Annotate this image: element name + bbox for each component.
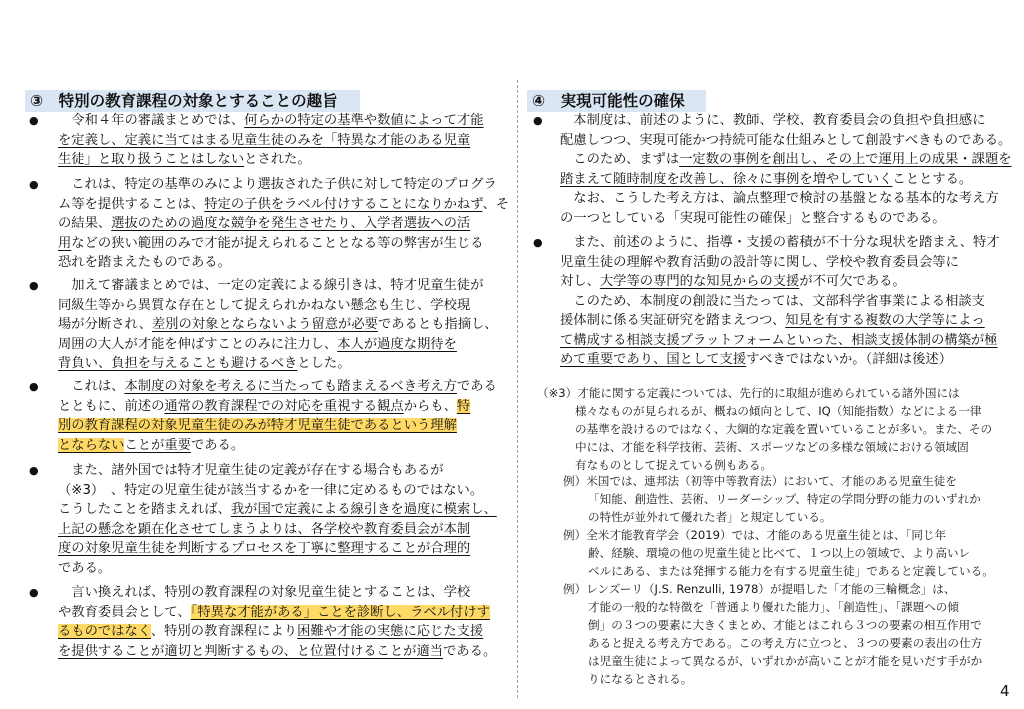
text-segment: の結果、 xyxy=(58,216,112,231)
text-line xyxy=(563,634,982,652)
section-heading-feasibility: ④ 実現可能性の確保 xyxy=(527,90,706,112)
text-segment: これは、 xyxy=(58,379,125,394)
text-segment: また、前述のように、指導・支援の蓄積が不十分な現状を踏まえ、特才 xyxy=(560,235,1000,250)
text-segment: 場が分断され、 xyxy=(58,317,152,332)
text-line xyxy=(58,622,496,642)
text-line xyxy=(58,214,509,234)
text-segment: 恐れを踏まえたものである。 xyxy=(58,255,231,270)
underlined-text: 生徒」と取り扱うことはしない xyxy=(58,152,245,167)
highlighted-text: 別の教育課程の対象児童生徒のみが特才児童生徒であるという理解 xyxy=(58,418,457,433)
text-segment: 倒」の３つの要素に大きくまとめ、才能とはこれら３つの要素の相互作用で xyxy=(588,618,982,632)
text-segment: 、特別の教育課程により xyxy=(150,624,298,639)
bullet-marker: ● xyxy=(29,380,39,393)
underlined-text: 踏まえて随時制度を改善し、徐々に事例を増やしていく xyxy=(560,171,893,187)
text-line xyxy=(537,420,992,438)
underlined-text: 一定数の事例を創出し、その上で運用上の成果・課題を xyxy=(679,152,1012,167)
highlighted-text: 「特異な才能がある」ことを診断し、ラベル付けす xyxy=(190,604,490,620)
text-segment: 例）全米才能教育学会（2019）では、才能のある児童生徒とは、「同じ年 xyxy=(563,528,947,542)
text-segment: ム等を提供することは、 xyxy=(58,196,205,212)
text-line xyxy=(563,670,982,688)
text-line xyxy=(58,234,509,254)
text-line xyxy=(58,436,497,456)
text-line xyxy=(58,481,497,501)
text-segment: の一つとしている「実現可能性の確保」と整合するものである。 xyxy=(560,210,946,226)
underlined-text: を定義し、定義に当てはまる児童生徒のみを「特異な才能のある児童 xyxy=(58,132,471,148)
underlined-text: 大学等の専門的な知見からの支援 xyxy=(599,274,800,289)
footnote-example-us xyxy=(563,472,981,526)
underlined-text: を提供することが適切と判断するもの、と位置付けることが適当 xyxy=(58,643,444,659)
text-line xyxy=(58,111,484,131)
text-line xyxy=(560,150,1012,170)
bullet-text xyxy=(58,175,509,273)
text-line xyxy=(58,603,496,623)
text-line xyxy=(58,253,509,273)
text-segment: とともに、前述の xyxy=(58,398,165,414)
bullet-text xyxy=(560,111,1012,228)
text-line xyxy=(563,598,982,616)
text-segment: 有なものとして捉えている例もある。 xyxy=(575,458,773,472)
underlined-text: て構成する相談支援プラットフォームといった、相談支援体制の構築が極 xyxy=(560,332,998,348)
text-line xyxy=(58,150,484,170)
text-segment: 同級生等から異質な存在として捉えられかねない懸念も生じ、学校現 xyxy=(58,297,471,313)
text-line xyxy=(58,539,497,559)
text-segment: あると捉える考え方である。この考え方に立つと、３つの要素の表出の仕方 xyxy=(588,636,983,650)
footnote-example-renzulli xyxy=(563,580,982,688)
text-line xyxy=(58,520,497,540)
text-segment: が不可欠である。 xyxy=(799,274,906,289)
text-segment: である。 xyxy=(190,437,245,453)
text-line xyxy=(563,544,994,562)
text-segment: は児童生徒によって異なるが、いずれかが高いことが才能を見いだす手がか xyxy=(588,654,983,668)
text-line xyxy=(563,616,982,634)
underlined-text: 選抜のための過度な競争を発生させたり、入学者選抜への活 xyxy=(111,216,471,231)
text-line xyxy=(58,315,498,335)
text-line xyxy=(58,377,497,397)
text-line xyxy=(537,438,992,456)
underlined-text: 通常の教育課程での対応を重視する観点 xyxy=(164,398,404,414)
text-segment: このため、まずは xyxy=(560,152,680,167)
bullet-marker: ● xyxy=(533,114,543,127)
text-line xyxy=(58,354,498,374)
text-line xyxy=(58,642,496,662)
text-line xyxy=(58,131,484,151)
underlined-text: 本制度の対象を考えるに当たっても踏まえるべき考え方 xyxy=(124,379,457,394)
highlighted-text: 特 xyxy=(456,398,471,414)
text-line xyxy=(560,292,1000,312)
bullet-marker: ● xyxy=(29,114,39,127)
underlined-text: 度の対象児童生徒を判断するプロセスを丁寧に整理することが合理的 xyxy=(58,541,471,556)
text-line xyxy=(58,559,497,579)
text-segment: とした。 xyxy=(297,356,351,371)
text-line xyxy=(58,461,497,481)
text-line xyxy=(560,233,1000,253)
text-line xyxy=(560,253,1000,273)
text-segment: （※3）才能に関する定義については、先行的に取組が進められている諸外国には xyxy=(537,386,960,400)
text-line xyxy=(58,296,498,316)
underlined-text: 本人が過度な期待を xyxy=(337,336,457,352)
bullet-marker: ● xyxy=(533,236,543,249)
text-line xyxy=(58,276,498,296)
text-segment: 様々なものが見られるが、概ねの傾向として、IQ（知能指数）などによる一律 xyxy=(575,404,982,418)
text-line xyxy=(563,508,981,526)
text-line xyxy=(560,331,1000,351)
underlined-text: 用 xyxy=(58,235,72,251)
underlined-text: 何らかの特定の基準や数値によって才能 xyxy=(244,113,484,128)
underlined-text: 背負い、負担を与えることも避けるべき xyxy=(58,356,298,371)
text-line xyxy=(58,195,509,215)
text-line xyxy=(560,111,1012,131)
text-line xyxy=(563,562,994,580)
highlighted-text: とならない xyxy=(58,437,125,453)
text-line xyxy=(560,209,1012,229)
text-line xyxy=(563,526,994,544)
bullet-marker: ● xyxy=(29,586,39,599)
text-segment: 加えて審議まとめでは、一定の定義による線引きは、特才児童生徒が xyxy=(58,278,484,293)
text-segment: 才能の一般的な特徴を「普通より優れた能力」、「創造性」、「課題への傾 xyxy=(588,600,959,614)
text-line xyxy=(563,580,982,598)
text-segment: 言い換えれば、特別の教育課程の対象児童生徒とすることは、学校 xyxy=(58,585,471,600)
footnote-3 xyxy=(537,384,992,474)
underlined-text: めて重要であり、国として支援 xyxy=(560,352,747,367)
text-line xyxy=(563,652,982,670)
text-segment: 児童生徒の理解や教育活動の設計等に関し、学校や教育委員会等に xyxy=(560,254,959,270)
underlined-text: 知見を有する複数の大学等によっ xyxy=(785,313,985,328)
underlined-text: 上記の懸念を顕在化させてしまうよりは、各学校や教育委員会が本制 xyxy=(58,521,471,537)
text-segment: 齢、経験、環境の他の児童生徒と比べて、１つ以上の領域で、より高いレ xyxy=(588,546,971,560)
text-line xyxy=(560,311,1000,331)
text-segment: 配慮しつつ、実現可能かつ持続可能な仕組みとして創設すべきものである。 xyxy=(560,132,1012,148)
text-segment: であるとも指摘し、 xyxy=(377,317,498,332)
text-segment: 令和４年の審議まとめでは、 xyxy=(58,113,245,128)
bullet-text xyxy=(58,377,497,455)
text-line xyxy=(58,397,497,417)
text-segment: である xyxy=(456,379,497,394)
text-segment: や教育委員会として、 xyxy=(58,604,191,620)
bullet-text xyxy=(58,111,484,170)
text-segment: 対し、 xyxy=(560,274,600,289)
text-segment: また、諸外国では特才児童生徒の定義が存在する場合もあるが xyxy=(58,463,444,478)
text-line xyxy=(537,384,992,402)
text-segment: このため、本制度の創設に当たっては、文部科学省事業による相談支 xyxy=(560,293,985,309)
underlined-text: 特定の子供をラベル付けすることになりかねず xyxy=(204,196,483,212)
bullet-marker: ● xyxy=(29,178,39,191)
footnote-example-nagc xyxy=(563,526,994,580)
text-segment: 中には、才能を科学技術、芸術、スポーツなどの多様な領域における領域固 xyxy=(575,440,969,454)
text-line xyxy=(560,272,1000,292)
text-segment: 本制度は、前述のように、教師、学校、教育委員会の負担や負担感に xyxy=(560,113,986,128)
text-segment: こととする。 xyxy=(892,171,973,187)
text-segment: とされた。 xyxy=(244,152,311,167)
text-segment: 援体制に係る実証研究を踏まえつつ、 xyxy=(560,313,786,328)
text-line xyxy=(560,350,1000,370)
text-line xyxy=(563,472,981,490)
text-segment: これは、特定の基準のみにより選抜された子供に対して特定のプログラ xyxy=(58,177,497,192)
text-line xyxy=(560,131,1012,151)
text-line xyxy=(58,500,497,520)
text-segment: りになるとされる。 xyxy=(588,672,693,686)
underlined-text: ことが重要 xyxy=(124,437,191,453)
text-segment: こうしたことを踏まえれば、 xyxy=(58,502,231,517)
text-segment: 周囲の大人が才能を伸ばすことのみに注力し、 xyxy=(58,336,338,352)
text-segment: などの狭い範囲のみで才能が捉えられることとなる等の弊害が生じる xyxy=(71,235,484,251)
text-line xyxy=(58,416,497,436)
right-column xyxy=(518,0,1024,709)
text-segment: 例）レンズーリ（J.S. Renzulli, 1978）が提唱した「才能の三輪概念」は、 xyxy=(563,582,956,596)
underlined-text: 我が国で定義による線引きを過度に模索し、 xyxy=(230,502,497,517)
bullet-text xyxy=(58,276,498,374)
page-number: 4 xyxy=(1000,682,1010,700)
text-line xyxy=(58,175,509,195)
section-heading-purpose: ③ 特別の教育課程の対象とすることの趣旨 xyxy=(25,90,360,112)
text-segment: ベルにある、または発揮する能力を有する児童生徒」であると定義している。 xyxy=(588,564,994,578)
text-segment: 、そ xyxy=(482,196,510,212)
bullet-marker: ● xyxy=(29,464,39,477)
text-segment: （※3） 、特定の児童生徒が該当するかを一律に定めるものではない。 xyxy=(58,482,484,498)
text-line xyxy=(537,402,992,420)
text-segment: 例）米国では、連邦法（初等中等教育法）において、才能のある児童生徒を xyxy=(563,474,957,488)
text-line xyxy=(560,170,1012,190)
text-line xyxy=(560,189,1012,209)
text-segment: 「知能、創造性、芸術、リーダーシップ、特定の学問分野の能力のいずれか xyxy=(588,492,981,506)
text-segment: である。 xyxy=(58,560,112,576)
underlined-text: 差別の対象とならないよう留意が必要 xyxy=(151,317,378,332)
text-segment: からも、 xyxy=(403,398,457,414)
text-line xyxy=(58,335,498,355)
text-segment: の特性が並外れて優れた者」と規定している。 xyxy=(588,510,832,524)
text-line xyxy=(58,583,496,603)
bullet-text xyxy=(58,583,496,661)
underlined-text: 困難や才能の実態に応じた支援 xyxy=(297,624,484,639)
bullet-marker: ● xyxy=(29,279,39,292)
text-segment: すべきではないか。（詳細は後述） xyxy=(746,352,952,367)
text-segment: なお、こうした考え方は、論点整理で検討の基盤となる基本的な考え方 xyxy=(560,191,999,206)
highlighted-text: るものではなく xyxy=(58,624,151,639)
text-segment: である。 xyxy=(443,643,497,659)
text-segment: の基準を設けるのではなく、大綱的な定義を置いていることが多い。また、その xyxy=(575,422,993,436)
text-line xyxy=(563,490,981,508)
bullet-text xyxy=(58,461,497,578)
bullet-text xyxy=(560,233,1000,370)
